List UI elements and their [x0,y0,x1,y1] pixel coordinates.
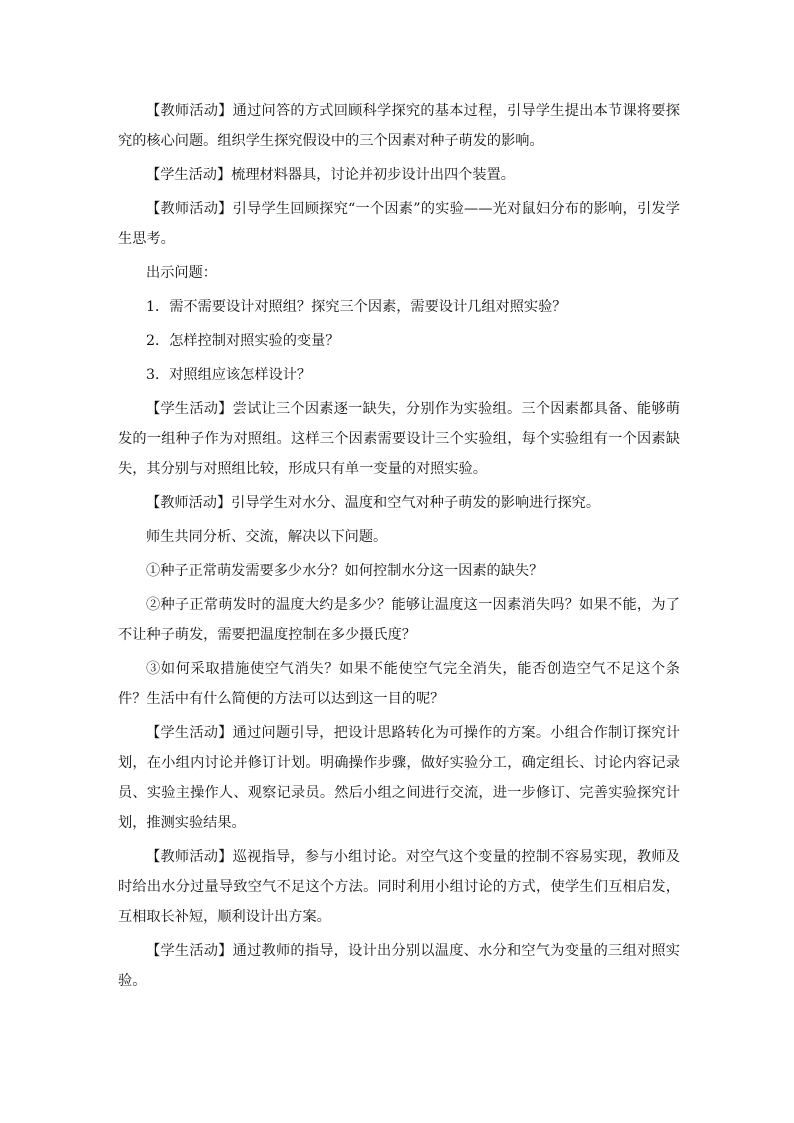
question-item-2: 2．怎样控制对照实验的变量？ [146,333,340,349]
paragraph-teacher-activity-4: 【教师活动】巡视指导，参与小组讨论。对空气这个变量的控制不容易实现，教师及时给出水分过量导致空气不足这个方法。同时利用小组讨论的方式，使学生们互相启发，互相取长补短，顺利设计出方案。 [118,849,680,925]
document-body [118,96,680,996]
paragraph-teacher-activity-3: 【教师活动】引导学生对水分、温度和空气对种子萌发的影响进行探究。 [146,495,601,511]
discussion-question-2: ②种子正常萌发时的温度大约是多少？能够让温度这一因素消失吗？如果不能，为了不让种子萌发，需要把温度控制在多少摄氏度？ [118,597,680,643]
paragraph-show-questions: 出示问题： [146,265,217,281]
discussion-question-3: ③如何采取措施使空气消失？如果不能使空气完全消失，能否创造空气不足这个条件？生活中有什么简便的方法可以达到这一目的呢？ [118,661,680,707]
paragraph-teacher-activity-2: 【教师活动】引导学生回顾探究“一个因素”的实验——光对鼠妇分布的影响，引发学生思考。 [118,201,680,247]
paragraph-student-activity-3: 【学生活动】通过问题引导，把设计思路转化为可操作的方案。小组合作制订探究计划，在小组内讨论并修订计划。明确操作步骤，做好实验分工，确定组长、讨论内容记录员、实验主操作人、观察记录员。然后小组之间进行交流，进一步修订、完善实验探究计划，推测实验结果。 [118,725,680,831]
question-item-1: 1．需不需要设计对照组？探究三个因素，需要设计几组对照实验？ [146,299,567,315]
paragraph-discussion-intro: 师生共同分析、交流，解决以下问题。 [146,529,388,545]
paragraph-teacher-activity-1: 【教师活动】通过问答的方式回顾科学探究的基本过程，引导学生提出本节课将要探究的核心问题。组织学生探究假设中的三个因素对种子萌发的影响。 [118,103,680,149]
paragraph-student-activity-4: 【学生活动】通过教师的指导，设计出分别以温度、水分和空气为变量的三组对照实验。 [118,943,680,989]
paragraph-student-activity-2: 【学生活动】尝试让三个因素逐一缺失，分别作为实验组。三个因素都具备、能够萌发的一组种子作为对照组。这样三个因素需要设计三个实验组，每个实验组有一个因素缺失，其分别与对照组比较，形成只有单一变量的对照实验。 [118,401,680,477]
paragraph-student-activity-1: 【学生活动】梳理材料器具，讨论并初步设计出四个装置。 [146,167,515,183]
discussion-question-1: ①种子正常萌发需要多少水分？如何控制水分这一因素的缺失？ [146,563,544,579]
question-item-3: 3．对照组应该怎样设计？ [146,367,312,383]
